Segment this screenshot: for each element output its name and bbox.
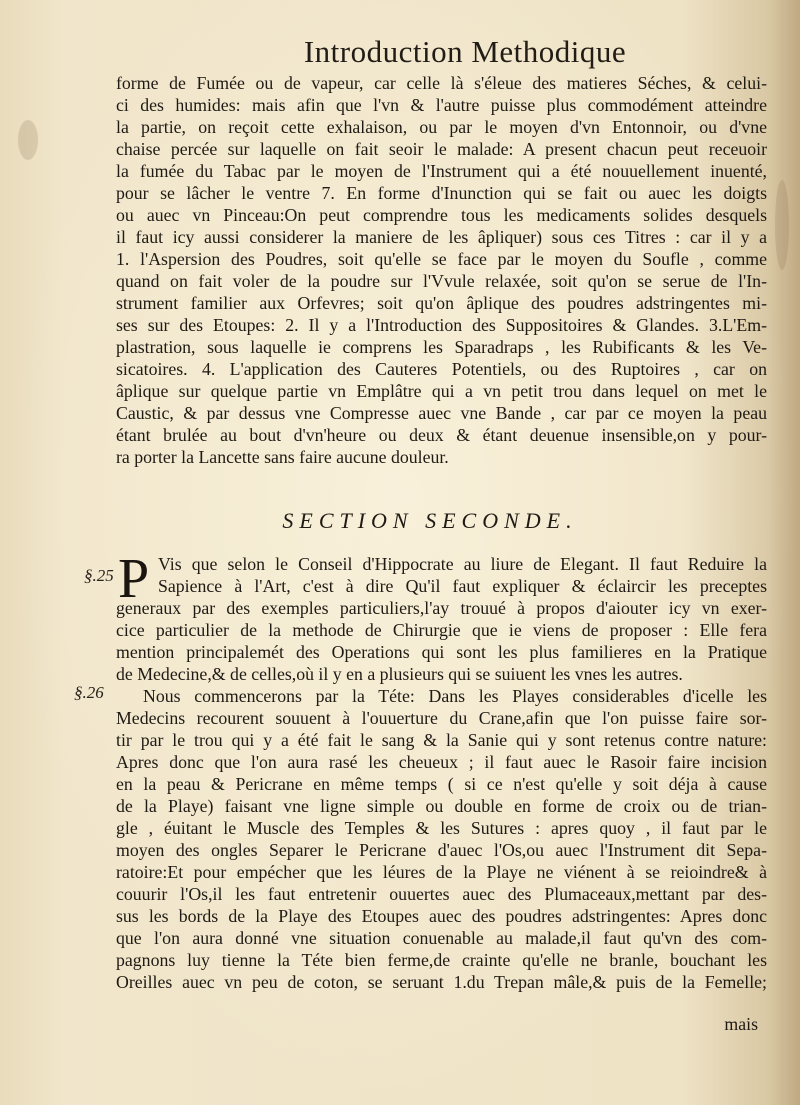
text-line: couurir l'Os,il les faut entretenir ouuertes auec des Plumaceaux,mettant par des- bbox=[116, 884, 767, 904]
section-title: SECTION SECONDE. bbox=[282, 508, 578, 533]
text-line: âplique sur quelque partie vn Emplâtre qui a vn petit trou dans lequel on met le bbox=[116, 381, 767, 401]
text-line: generaux par des exemples particuliers,l'ay trouué à propos d'aiouter icy vn exer- bbox=[116, 598, 767, 618]
text-line: plastration, sous laquelle ie comprens les Sparadraps , les Rubificants & les Ve- bbox=[116, 337, 767, 357]
text-line: Nous commencerons par la Téte: Dans les Playes considerables d'icelle les bbox=[143, 686, 767, 706]
text-line: chaise percée sur laquelle on fait seoir le malade: A present chacun peut receuoir bbox=[116, 139, 767, 159]
text-line: forme de Fumée ou de vapeur, car celle là s'éleue des matieres Séches, & celui- bbox=[116, 73, 767, 93]
text-line: quand on fait voler de la poudre sur l'Vvule relaxée, soit qu'on se serue de l'In- bbox=[116, 271, 767, 291]
text-line: 1. l'Aspersion des Poudres, soit qu'elle se face par le moyen du Soufle , comme bbox=[116, 249, 767, 269]
text-line: cice particulier de la methode de Chirurgie que ie viens de proposer : Elle fera bbox=[116, 620, 767, 640]
text-line: de Medecine,& de celles,où il y en a plusieurs qui se suiuent les vnes les autres. bbox=[116, 664, 683, 684]
text-line: mention principalemét des Operations qui sont les plus familieres en la Pratique bbox=[116, 642, 767, 662]
text-line: la fumée du Tabac par le moyen de l'Instrument qui a été nouuellement inuenté, bbox=[116, 161, 767, 181]
text-line: sicatoires. 4. L'application des Cauteres Potentiels, ou des Ruptoires , car on bbox=[116, 359, 767, 379]
text-line: Sapience à l'Art, c'est à dire Qu'il faut expliquer & éclaircir les preceptes bbox=[158, 576, 767, 596]
text-line: strument familier aux Orfevres; soit qu'on âplique des poudres adstringentes mi- bbox=[116, 293, 767, 313]
text-line: ou auec vn Pinceau:On peut comprendre tous les medicaments solides desquels bbox=[116, 205, 767, 225]
paper-stain bbox=[775, 180, 789, 270]
drop-cap: P bbox=[118, 548, 150, 610]
opening-paragraph bbox=[116, 548, 767, 685]
text-line: que l'on aura donné vne situation conuenable au malade,il faut qu'vn des com- bbox=[116, 928, 767, 948]
text-line: pour se lâcher le ventre 7. En forme d'Inunction qui se fait ou auec les doigts bbox=[116, 183, 767, 203]
text-line: tir par le trou qui y a été fait le sang & la Sanie qui y sont retenus contre nature: bbox=[116, 730, 767, 750]
text-line: ses sur des Etoupes: 2. Il y a l'Introduction des Suppositoires & Glandes. 3.L'Em- bbox=[116, 315, 767, 335]
text-line: gle , éuitant le Muscle des Temples & les Sutures : apres quoy , il faut par le bbox=[116, 818, 767, 838]
text-line: étant brulée au bout d'vn'heure ou deux & étant deuenue insensible,on y pour- bbox=[116, 425, 767, 445]
text-line: ci des humides: mais afin que l'vn & l'autre puisse plus commodément atteindre bbox=[116, 95, 767, 115]
running-head: Introduction Methodique bbox=[303, 34, 627, 69]
text-line: en la peau & Pericrane en même temps ( si ce n'est qu'elle y soit déja à cause bbox=[116, 774, 767, 794]
text-line: il faut icy aussi considerer la maniere de les âpliquer) sous ces Titres : car il y a bbox=[116, 227, 767, 247]
text-line: Medecins recourent souuent à l'ouuerture du Crane,afin que l'on puisse faire sor- bbox=[116, 708, 767, 728]
text-line: de la Playe) faisant vne ligne simple ou double en forme de croix ou de trian- bbox=[116, 796, 767, 816]
margin-note-section-26: §.26 bbox=[74, 683, 104, 702]
text-line: pagnons luy tienne la Téte bien ferme,de crainte qu'elle ne branle, bouchant les bbox=[116, 950, 767, 970]
text-line: Vis que selon le Conseil d'Hippocrate au liure de Elegant. Il faut Reduire la bbox=[158, 554, 767, 574]
text-line: moyen des ongles Separer le Pericrane d'auec l'Os,ou auec l'Instrument dit Sepa- bbox=[116, 840, 767, 860]
text-line: sus les bords de la Playe des Etoupes auec des poudres adstringentes: Apres donc bbox=[116, 906, 767, 926]
text-line: la partie, on reçoit cette exhalaison, ou par le moyen d'vn Entonnoir, ou d'vne bbox=[116, 117, 767, 137]
paragraph-continuation bbox=[116, 72, 767, 468]
paper-stain bbox=[18, 120, 38, 160]
catchword: mais bbox=[724, 1014, 758, 1034]
text-line: ra porter la Lancette sans faire aucune douleur. bbox=[116, 447, 449, 467]
head-wounds-paragraph bbox=[116, 685, 767, 993]
text-line: Apres donc que l'on aura rasé les cheueux ; il faut auec le Rasoir faire incision bbox=[116, 752, 767, 772]
text-line: Caustic, & par dessus vne Compresse auec vne Bande , car par ce moyen la peau bbox=[116, 403, 767, 423]
text-line: Oreilles auec vn peu de coton, se seruant 1.du Trepan mâle,& puis de la Femelle; bbox=[116, 972, 767, 992]
margin-note-section-25: §.25 bbox=[84, 566, 114, 585]
section-two-text bbox=[116, 548, 767, 993]
text-line: ratoire:Et pour empécher que les léures de la Playe ne viénent à se reioindre& à bbox=[116, 862, 767, 882]
